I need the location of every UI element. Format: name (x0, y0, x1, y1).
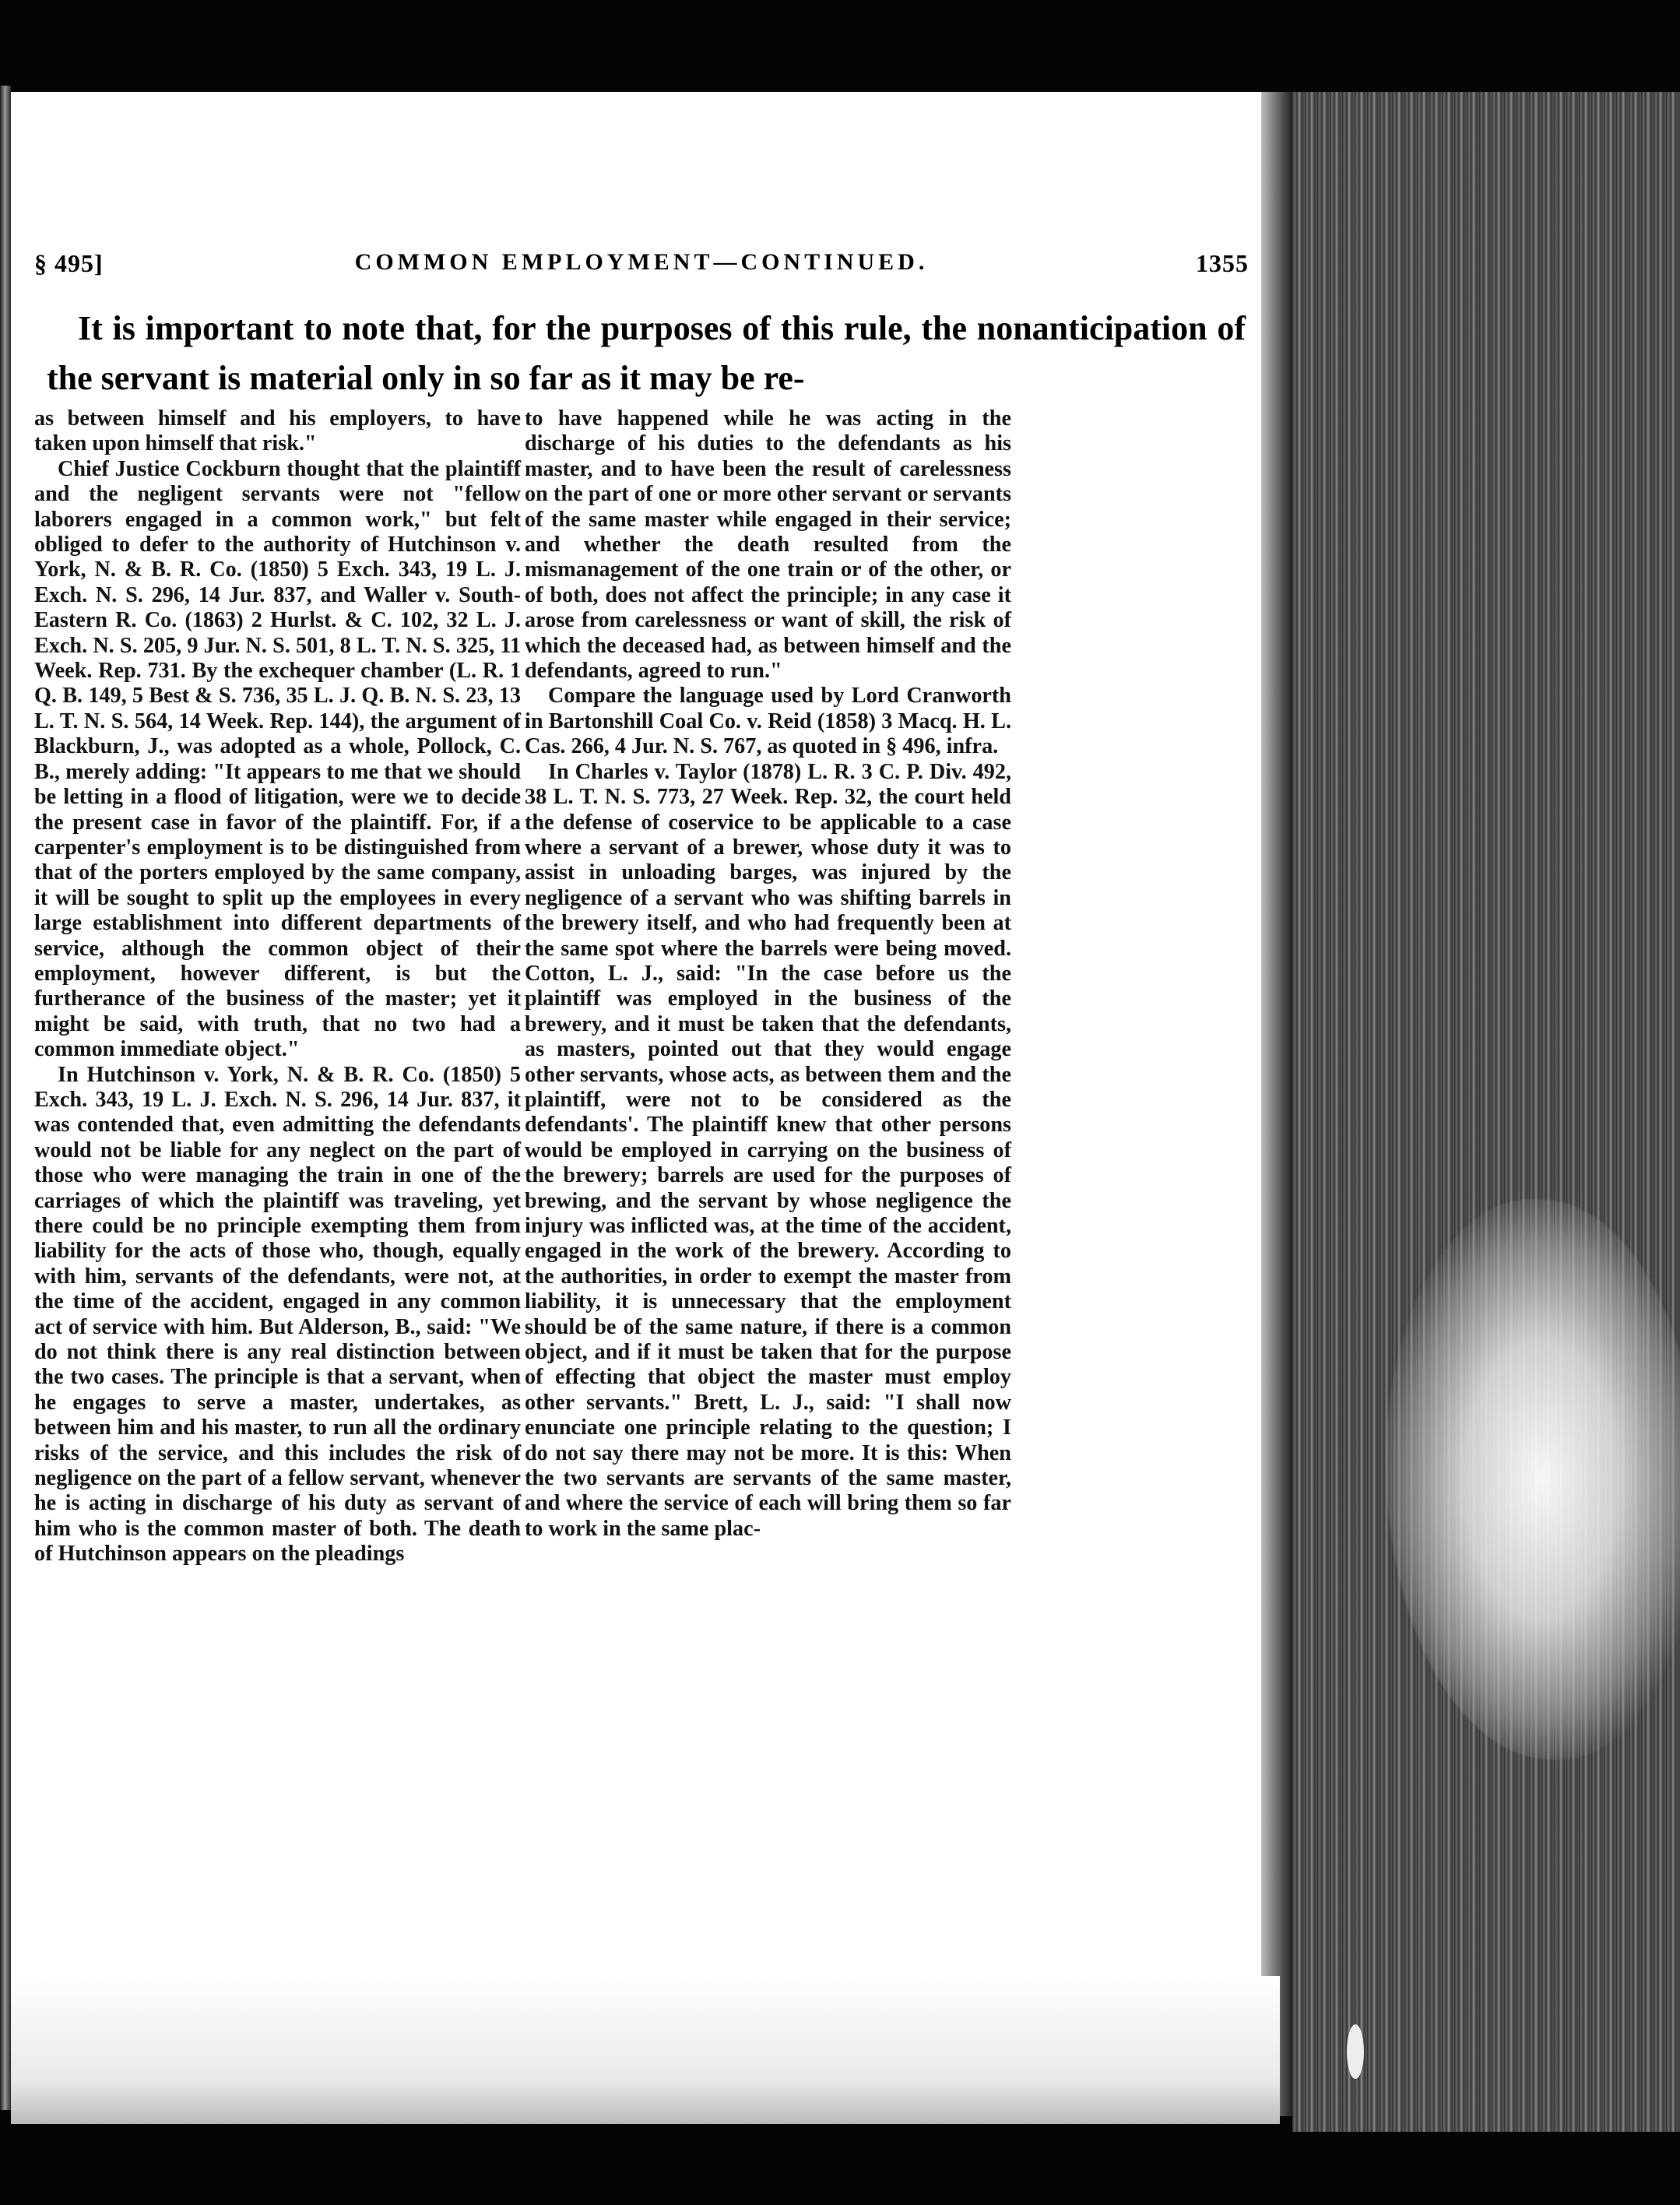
running-header (34, 249, 1249, 288)
paragraph: Compare the language used by Lord Cranworth in Bartonshill Coal Co. v. Reid (1858) 3 Macq. H. L. Cas. 266, 4 Jur. N. S. 767, as quoted in § 496, infra. (525, 684, 1011, 759)
paragraph: as between himself and his employers, to have taken upon himself that risk." (34, 406, 521, 456)
running-title: COMMON EMPLOYMENT—CONTINUED. (354, 249, 929, 275)
binding-edge (0, 86, 11, 2110)
left-column (34, 406, 521, 1567)
page-number: 1355 (1196, 249, 1249, 277)
paragraph: to have happened while he was acting in the discharge of his duties to the defendants as his master, and to have been the result of carelessness on the part of one or more other servant or servants of the same master while engaged in their service; and whether the death resulted from the mismanagement of the one train or of the other, or of both, does not affect the principle; in any case it arose from carelessness or want of skill, the risk of which the deceased had, as between himself and the defendants, agreed to run." (525, 406, 1011, 684)
edge-mark (1347, 2024, 1364, 2079)
lead-text: It is important to note that, for the purposes of this rule, the nonanticipation of the servant is material only in so far as it may be re- (47, 309, 1246, 397)
paragraph: Chief Justice Cockburn thought that the plaintiff and the negligent servants were not "fellow laborers engaged in a common work," but felt obliged to defer to the authority of Hutchinson v. York, N. & B. R. Co. (1850) 5 Exch. 343, 19 L. J. Exch. N. S. 296, 14 Jur. 837, and Waller v. South-Eastern R. Co. (1863) 2 Hurlst. & C. 102, 32 L. J. Exch. N. S. 205, 9 Jur. N. S. 501, 8 L. T. N. S. 325, 11 Week. Rep. 731. By the exchequer chamber (L. R. 1 Q. B. 149, 5 Best & S. 736, 35 L. J. Q. B. N. S. 23, 13 L. T. N. S. 564, 14 Week. Rep. 144), the argument of Blackburn, J., was adopted as a whole, Pollock, C. B., merely adding: "It appears to me that we should be letting in a flood of litigation, were we to decide the present case in favor of the plaintiff. For, if a carpenter's employment is to be distinguished from that of the porters employed by the same company, it will be sought to split up the employees in every large establishment into different departments of service, although the common object of their employment, however different, is but the furtherance of the business of the master; yet it might be said, with truth, that no two had a common immediate object." (34, 456, 521, 1062)
paragraph: In Charles v. Taylor (1878) L. R. 3 C. P. Div. 492, 38 L. T. N. S. 773, 27 Week. Rep. 32, the court held the defense of coservice to be applicable to a case where a servant of a brewer, whose duty it was to assist in unloading barges, was injured by the negligence of a servant who was shifting barrels in the brewery itself, and who had frequently been at the same spot where the barrels were being moved. Cotton, L. J., said: "In the case before us the plaintiff was employed in the business of the brewery, and it must be taken that the defendants, as masters, pointed out that they would engage other servants, whose acts, as between them and the plaintiff, were not to be considered as the defendants'. The plaintiff knew that other persons would be employed in carrying on the business of the brewery; barrels are used for the purposes of brewing, and the servant by whose negligence the injury was inflicted was, at the time of the accident, engaged in the work of the brewery. According to the authorities, in order to exempt the master from liability, it is unnecessary that the employment should be of the same nature, if there is a common object, and if it must be taken that for the purpose of effecting that object the master must employ other servants." Brett, L. J., said: "I shall now enunciate one principle relating to the question; I do not say there may not be more. It is this: When the two servants are servants of the same master, and where the service of each will bring them so far to work in the same plac- (525, 759, 1011, 1541)
page-edge-shadow (1261, 92, 1292, 2116)
book-page-stack (1292, 92, 1680, 2132)
lead-paragraph (47, 304, 1246, 403)
page-bottom-margin (11, 1976, 1280, 2124)
paragraph: In Hutchinson v. York, N. & B. R. Co. (1850) 5 Exch. 343, 19 L. J. Exch. N. S. 296, 14 Jur. 837, it was contended that, even admitting the defendants would not be liable for any neglect on the part of those who were managing the train in one of the carriages of which the plaintiff was traveling, yet there could be no principle exempting them from liability for the acts of those who, though, equally with him, servants of the defendants, were not, at the time of the accident, engaged in any common act of service with him. But Alderson, B., said: "We do not think there is any real distinction between the two cases. The principle is that a servant, when he engages to serve a master, undertakes, as between him and his master, to run all the ordinary risks of the service, and this includes the risk of negligence on the part of a fellow servant, whenever he is acting in discharge of his duty as servant of him who is the common master of both. The death of Hutchinson appears on the pleadings (34, 1062, 521, 1567)
section-number: § 495] (34, 249, 104, 277)
right-column (525, 406, 1011, 1542)
